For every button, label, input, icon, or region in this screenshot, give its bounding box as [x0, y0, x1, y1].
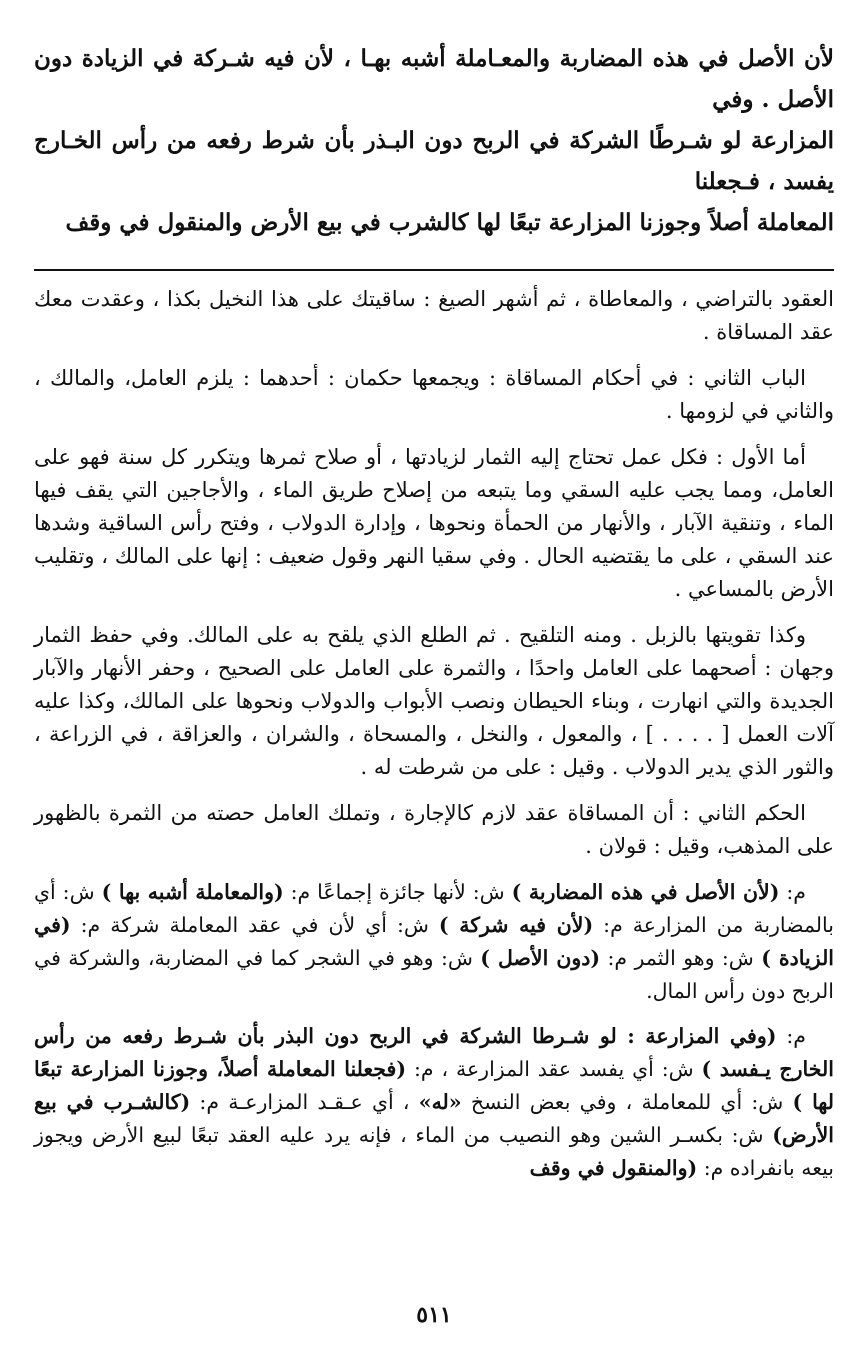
commentary-text: ش: أي يفسد عقد المزارعة ، م: [406, 1057, 702, 1081]
main-text-line: المزارعة لو شـرطًا الشركة في الربح دون البـذر بأن شرط رفعه من رأس الخـارج يفسد ، فـجعلنا [34, 127, 834, 195]
commentary-text: ش: أي بالمضاربة من المزارعة م: [34, 880, 834, 937]
main-text-line: لأن الأصل في هذه المضاربة والمعـاملة أشبه بهـا ، لأن فيه شـركة في الزيادة دون الأصل . وفي [34, 45, 834, 113]
commentary-paragraph [34, 1020, 834, 1185]
quoted-matn-text: (والمعاملة أشبه بها ) [101, 880, 284, 904]
commentary-text: ش: بكسـر الشين وهو النصيب من الماء ، فإنه يرد عليه العقد تبعًا لبيع الأرض ويجوز بيعه بانفراده م: [34, 1123, 834, 1180]
footnote-paragraph: الحكم الثاني : أن المساقاة عقد لازم كالإجارة ، وتملك العامل حصته من الثمرة بالظهور على المذهب، وقيل : قولان . [34, 801, 834, 858]
quoted-matn-text: (لأن الأصل في هذه المضاربة ) [511, 880, 780, 904]
quoted-matn-text: (في الزيادة ) [34, 913, 835, 970]
commentary-text: ش: وهو الثمر م: [600, 946, 762, 970]
separator-rule [34, 269, 834, 271]
commentary-text: ش: أي للمعاملة ، وفي بعض النسخ [461, 1090, 793, 1114]
commentary-paragraph [34, 876, 834, 1008]
book-page [34, 38, 834, 1348]
commentary-text: ش: وهو في الشجر كما في المضاربة، والشركة في الربح دون رأس المال. [34, 946, 834, 1003]
quoted-matn-text: (لأن فيه شركة ) [438, 913, 594, 937]
quoted-matn-text: (دون الأصل ) [480, 946, 601, 970]
commentary-text: ش: لأنها جائزة إجماعًا م: [283, 880, 512, 904]
footnote-paragraph: أما الأول : فكل عمل تحتاج إليه الثمار لزيادتها ، أو صلاح ثمرها ويتكرر كل سنة فهو على العامل، ومما يجب عليه السقي وما يتبعه من إصلاح طريق الماء ، والأجاجين التي يقف فيها الماء ، وتنقية الآبار ، والأنهار من الحمأة ونحوها ، وإدارة الدولاب ، وفتح رأس الساقية وشدها عند السقي ، على ما يقتضيه الحال . وفي سقيا النهر وقول ضعيف : إنها على المالك ، وتقليب الأرض بالمساعي . [34, 445, 834, 601]
commentary-text: ، أي عـقـد المزارعـة م: [190, 1090, 419, 1114]
quoted-matn-text: (والمنقول في وقف [529, 1156, 698, 1180]
commentary-text: م: [779, 880, 806, 904]
main-text [34, 38, 834, 243]
quoted-matn-text: (فجعلنا المعاملة أصلاً، وجوزنا المزارعة تبعًا لها ) [34, 1057, 835, 1114]
commentary-text: ش: أي لأن في عقد المعاملة شركة م: [70, 913, 439, 937]
footnote-paragraph: وكذا تقويتها بالزبل . ومنه التلقيح . ثم الطلع الذي يلقح به على المالك. وفي حفظ الثمار وجهان : أصحهما على العامل واحدًا ، والثمرة على العامل على الصحيح ، وحفر الأنهار والآبار الجديدة والتي انهارت ، وبناء الحيطان ونصب الأبواب والدولاب ونحوها على المالك، وكذا عليه آلات العمل [ . . . . ] ، والمعول ، والنخل ، والمسحاة ، والشران ، والعزاقة ، في الزراعة ، والثور الذي يدير الدولاب . وقيل : على من شرطت له . [34, 623, 834, 779]
quoted-matn-text: (وفي المزارعة : لو شـرطا الشركة في الربح دون البذر بأن شـرط رفعه من رأس الخارج يـفسد ) [34, 1024, 834, 1081]
quoted-matn-text: (كالشـرب في بيع الأرض) [34, 1090, 834, 1147]
main-text-line: المعاملة أصلاً وجوزنا المزارعة تبعًا لها كالشرب في بيع الأرض والمنقول في وقف [65, 209, 834, 236]
footnote-paragraph: الباب الثاني : في أحكام المساقاة : ويجمعها حكمان : أحدهما : يلزم العامل، والمالك ، والثاني في لزومها . [34, 366, 834, 423]
footnote-paragraph: العقود بالتراضي ، والمعاطاة ، ثم أشهر الصيغ : ساقيتك على هذا النخيل بكذا ، وعقدت معك عقد المساقاة . [34, 287, 834, 344]
page-number: ٥١١ [416, 1302, 452, 1328]
commentary-text: م: [776, 1024, 806, 1048]
quoted-matn-text: «له» [418, 1090, 462, 1114]
